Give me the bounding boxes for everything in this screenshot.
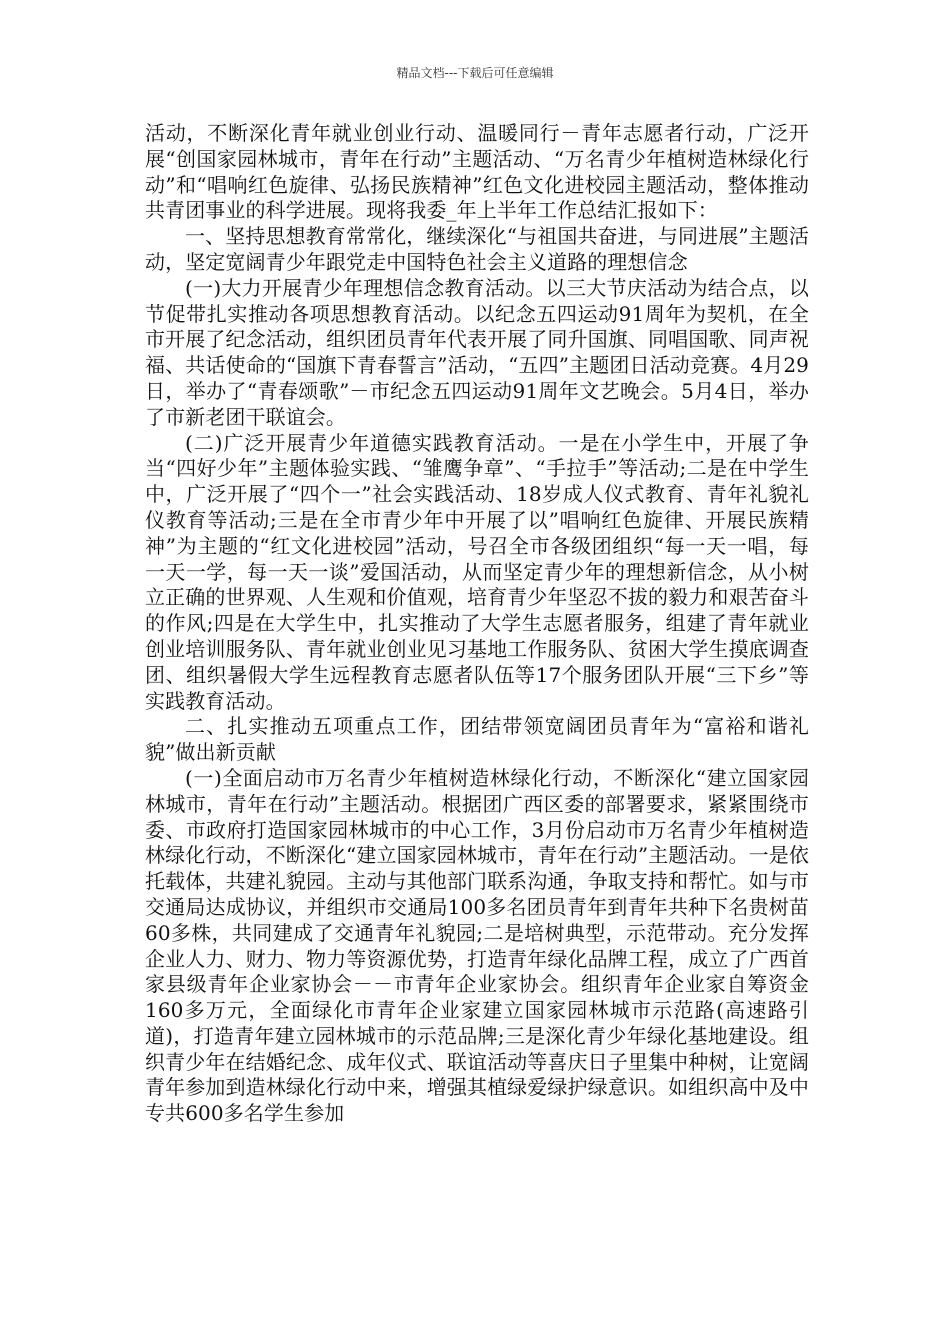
paragraph: (一)全面启动市万名青少年植树造林绿化行动，不断深化“建立国家园林城市，青年在行动”主题活动。根据团广西区委的部署要求，紧紧围绕市委、市政府打造国家园林城市的中心工作，3月份启动市万名青少年植树造林绿化行动，不断深化“建立国家园林城市，青年在行动”主题活动。一是依托载体，共建礼貌园。主动与其他部门联系沟通，争取支持和帮忙。如与市交通局达成协议，并组织市交通局100多名团员青年到青年共种下名贵树苗60多株，共同建成了交通青年礼貌园;二是培树典型，示范带动。充分发挥企业人力、财力、物力等资源优势，打造青年绿化品牌工程，成立了广西首家县级青年企业家协会－－市青年企业家协会。组织青年企业家自筹资金160多万元，全面绿化市青年企业家建立国家园林城市示范路(高速路引道)，打造青年建立园林城市的示范品牌;三是深化青少年绿化基地建设。组织青少年在结婚纪念、成年仪式、联谊活动等喜庆日子里集中种树，让宽阔青年参加到造林绿化行动中来，增强其植绿爱绿护绿意识。如组织高中及中专共600多名学生参加 (145, 765, 809, 1126)
paragraph: 活动，不断深化青年就业创业行动、温暖同行－青年志愿者行动，广泛开展“创国家园林城市，青年在行动”主题活动、“万名青少年植树造林绿化行动”和“唱响红色旋律、弘扬民族精神”红色文化进校园主题活动，整体推动共青团事业的科学进展。现将我委_年上半年工作总结汇报如下： (145, 121, 809, 223)
page-header: 精品文档---下载后可任意编辑 (396, 66, 554, 80)
paragraph: 二、扎实推动五项重点工作，团结带领宽阔团员青年为“富裕和谐礼貌”做出新贡献 (145, 714, 809, 765)
document-body (145, 121, 809, 1127)
paragraph: 一、坚持思想教育常常化，继续深化“与祖国共奋进，与同进展”主题活动，坚定宽阔青少年跟党走中国特色社会主义道路的理想信念 (145, 224, 809, 274)
paragraph: (一)大力开展青少年理想信念教育活动。以三大节庆活动为结合点，以节促带扎实推动各项思想教育活动。以纪念五四运动91周年为契机，在全市开展了纪念活动，组织团员青年代表开展了同升国旗、同唱国歌、同声祝福、共话使命的“国旗下青春誓言”活动，“五四”主题团日活动竞赛。4月29日，举办了“青春颂歌”－市纪念五四运动91周年文艺晚会。5月4日，举办了市新老团干联谊会。 (145, 275, 809, 429)
paragraph: (二)广泛开展青少年道德实践教育活动。一是在小学生中，开展了争当“四好少年”主题体验实践、“雏鹰争章”、“手拉手”等活动;二是在中学生中，广泛开展了“四个一”社会实践活动、18岁成人仪式教育、青年礼貌礼仪教育等活动;三是在全市青少年中开展了以”唱响红色旋律、开展民族精神”为主题的“红文化进校园”活动，号召全市各级团组织“每一天一唱，每一天一学，每一天一谈”爱国活动，从而坚定青少年的理想新信念，从小树立正确的世界观、人生观和价值观，培育青少年坚忍不拔的毅力和艰苦奋斗的作风;四是在大学生中，扎实推动了大学生志愿者服务，组建了青年就业创业培训服务队、青年就业创业见习基地工作服务队、贫困大学生摸底调查团、组织暑假大学生远程教育志愿者队伍等17个服务团队开展“三下乡”等实践教育活动。 (145, 430, 809, 713)
